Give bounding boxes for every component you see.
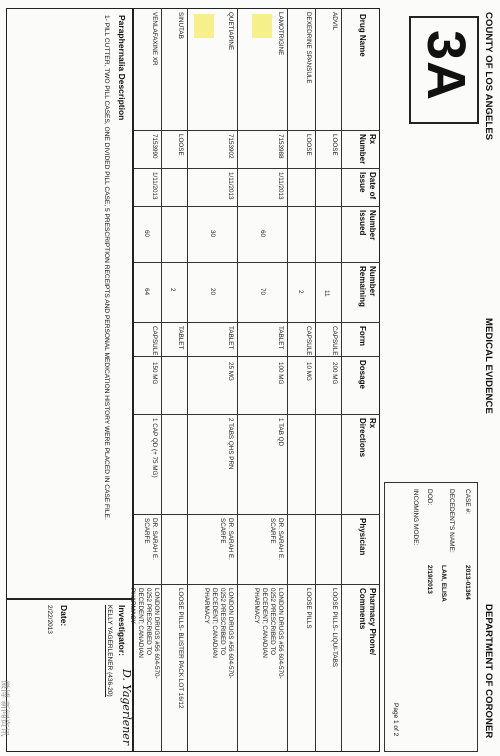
mode-label: INCOMING MODE: <box>412 489 419 546</box>
row-5-dosage: 150 MG <box>151 362 158 385</box>
row-0-comments: LOOSE PILLS- LIQUI-TABS <box>331 588 338 667</box>
row-3-rx: 7153902 <box>227 134 234 159</box>
row-2-date: 1/11/2013 <box>277 172 284 200</box>
date-value: 2/22/2013 <box>46 605 53 634</box>
row-4-drug: SINUTAB <box>177 12 184 39</box>
row-0-drug: ADVIL <box>331 12 338 31</box>
row-2-dosage: 100 MG <box>277 362 284 385</box>
col-rx-number: Rx Number <box>358 134 377 165</box>
row-3-directions: 2 TABS QHS PRN <box>227 418 234 470</box>
row-3-remaining: 20 <box>209 288 216 296</box>
row-4-remaining: 2 <box>169 288 176 292</box>
signature: D. Yagerlener <box>120 669 133 746</box>
row-2-issued: 60 <box>259 230 266 238</box>
row-5-remaining: 64 <box>143 288 150 296</box>
row-5-physician: DR. SARAH E. SCARFE <box>143 518 158 560</box>
row-3-comments: LONDON DRUGS #56 604-570-0252 PRESCRIBED TO DECEDENT; CANADIAN PHARMACY <box>203 588 234 679</box>
row-1-comments: LOOSE PILLS <box>305 588 312 629</box>
col-drug-name: Drug Name <box>358 14 367 57</box>
row-5-drug: VENLAFAXINE XR <box>151 12 158 66</box>
row-1-drug: DEXEDRINE SPANSULE <box>305 12 312 84</box>
case-info-box <box>384 482 478 752</box>
row-1-dosage: 10 MG <box>305 362 312 381</box>
center-title: MEDICAL EVIDENCE <box>483 318 494 414</box>
row-3-drug: QUETIAPINE <box>227 12 234 51</box>
col-number-issued: Number Issued <box>358 210 377 241</box>
col-number-remaining: Number Remaining <box>358 266 377 307</box>
name-label: DECEDENT'S NAME: <box>448 489 455 553</box>
row-2-directions: 1 TAB QD <box>277 418 284 447</box>
row-4-form: TABLET <box>177 326 184 350</box>
row-0-remaining: 11 <box>323 290 330 297</box>
name-value: LAM, ELISA <box>440 565 447 602</box>
row-4-comments: LOOSE PILLS- BLISTER PACK LOT 16/12 <box>177 588 184 709</box>
row-5-date: 1/11/2013 <box>151 172 158 200</box>
investigator-box <box>6 598 134 752</box>
row-2-drug: LAMOTRIGINE <box>277 12 284 56</box>
row-3-dosage: 25 MG <box>227 362 234 381</box>
col-pharmacy-comments: Pharmacy Phone/ Comments <box>358 588 377 656</box>
row-5-form: CAPSULE <box>151 326 158 356</box>
row-5-comments: LONDON DRUGS #56 604-570-0252 PRESCRIBED TO DECEDENT; CANADIAN PHARMACY <box>129 588 160 679</box>
col-form: Form <box>358 326 367 346</box>
row-0-form: CAPSULE <box>331 326 338 356</box>
paraphernalia-text: 1- PILL CUTTER, TWO PILL CASES, ONE DIVIDED PILL CASE, 5 PRESCRIPTION RECEIPTS AND PERSONAL MEDICATION HISTORY WERE PLACED IN CASE FILE. <box>103 15 110 520</box>
row-5-rx: 7153990 <box>151 134 158 159</box>
row-2-remaining: 70 <box>259 288 266 296</box>
row-0-dosage: 200 MG <box>331 362 338 385</box>
page-number: Page 1 of 2 <box>392 703 399 737</box>
row-3-date: 1/11/2013 <box>227 172 234 200</box>
investigator-label: Investigator: <box>117 605 127 657</box>
badge-3a: 3A <box>416 30 476 102</box>
col-physician: Physician <box>358 518 367 556</box>
row-2-physician: DR. SARAH E. SCARFE <box>269 518 284 560</box>
row-5-directions: 1 CAP QD (+ 75 MG) <box>151 418 158 478</box>
row-2-form: TABLET <box>277 326 284 350</box>
case-label: CASE #: <box>464 489 471 514</box>
watermark: 微博 新闻资讯 <box>0 680 10 737</box>
col-date-issue: Date of Issue <box>358 172 377 200</box>
row-3-issued: 30 <box>209 230 216 238</box>
row-1-remaining: 2 <box>297 290 304 294</box>
col-rx-directions: Rx Directions <box>358 418 377 458</box>
county-title: COUNTY OF LOS ANGELES <box>483 12 494 141</box>
badge-box <box>409 16 479 124</box>
row-2-rx: 7153988 <box>277 134 284 159</box>
dod-label: DOD: <box>426 489 433 506</box>
date-label: Date: <box>59 605 69 627</box>
row-1-rx: LOOSE <box>305 134 312 156</box>
dod-value: 2/19/2013 <box>426 565 433 594</box>
paraphernalia-title: Paraphernalia Description <box>117 15 127 121</box>
row-2-comments: LONDON DRUGS #56 604-570-0252 PRESCRIBED TO DECEDENT; CANADIAN PHARMACY <box>253 588 284 679</box>
col-dosage: Dosage <box>358 360 367 389</box>
row-3-physician: DR. SARAH E. SCARFE <box>219 518 234 560</box>
row-5-issued: 60 <box>143 230 150 238</box>
row-0-rx: LOOSE <box>331 134 338 156</box>
department-title: DEPARTMENT OF CORONER <box>483 604 494 739</box>
paraphernalia-box <box>6 8 134 600</box>
investigator-value: KELLY YAGERLENER (436-20) <box>106 605 113 697</box>
row-3-form: TABLET <box>227 326 234 350</box>
case-value: 2013-01364 <box>464 565 471 600</box>
row-1-form: CAPSULE <box>305 326 312 356</box>
row-4-rx: LOOSE <box>177 134 184 156</box>
